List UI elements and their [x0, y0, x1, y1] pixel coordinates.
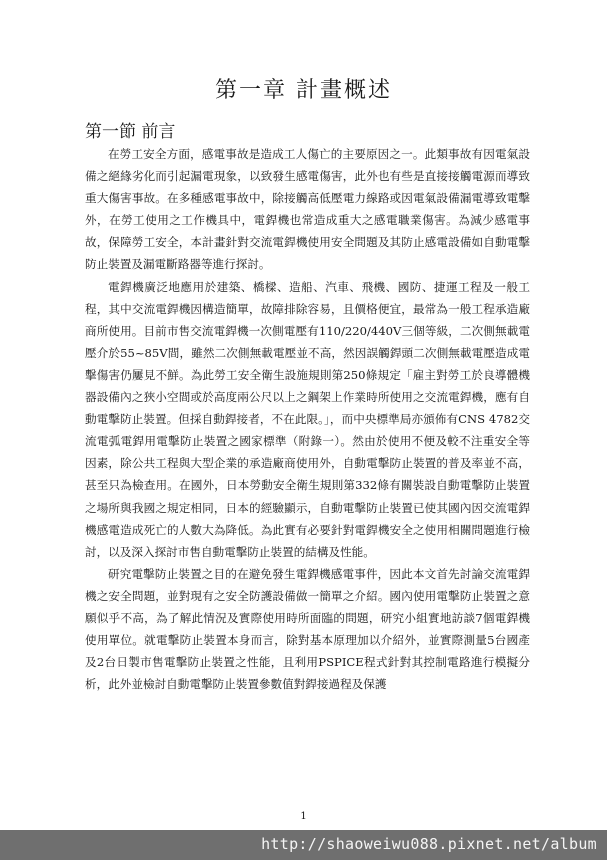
watermark-url: http://shaoweiwu088.pixnet.net/album	[261, 835, 597, 853]
watermark-bar	[0, 830, 607, 860]
chapter-title: 第一章 計畫概述	[215, 78, 392, 103]
paragraph-1: 在勞工安全方面，感電事故是造成工人傷亡的主要原因之一。此類事故有因電氣設備之絕緣劣化而引起漏電現象，以致發生感電傷害，此外也有些是直接接觸電源而導致重大傷害事故。在多種感電事故中，除接觸高低壓電力線路或因電氣設備漏電導致電擊外，在勞工使用之工作機具中，電銲機也常造成重大之感電職業傷害。為減少感電事故，保障勞工安全，本計畫針對交流電銲機使用安全問題及其防止感電設備如自動電擊防止裝置及漏電斷路器等進行探討。	[85, 147, 530, 272]
page-number: 1	[300, 811, 307, 822]
body-text	[85, 143, 530, 695]
paragraph-2: 電銲機廣泛地應用於建築、橋樑、造船、汽車、飛機、國防、捷運工程及一般工程，其中交流電銲機因構造簡單，故障排除容易，且價格便宜，最常為一般工程承造廠商所使用。目前市售交流電銲機一次側電壓有110/220/440V三個等級，二次側無載電壓介於55~85V間，雖然二次側無載電壓並不高，然因誤觸銲頭二次側無載電壓造成電擊傷害仍屢見不鮮。為此勞工安全衛生設施規則第250條規定「雇主對勞工於良導體機器設備內之狹小空間或於高度兩公尺以上之鋼架上作業時所使用之交流電銲機，應有自動電擊防止裝置。但採自動銲接者，不在此限。」，而中央標準局亦頒佈有CNS 4782交流電弧電銲用電擊防止裝置之國家標準（附錄一）。然由於使用不便及較不注重安全等因素，除公共工程與大型企業的承造廠商使用外，自動電擊防止裝置的普及率並不高，甚至只為檢查用。在國外，日本勞動安全衛生規則第332條有關裝設自動電擊防止裝置之場所與我國之規定相同，日本的經驗顯示，自動電擊防止裝置已使其國內因交流電銲機感電造成死亡的人數大為降低。為此實有必要針對電銲機安全之使用相關問題進行檢討，以及深入探討市售自動電擊防止裝置的結構及性能。	[85, 279, 530, 559]
paragraph-3: 研究電擊防止裝置之目的在避免發生電銲機感電事件，因此本文首先討論交流電銲機之安全問題，並對現有之安全防護設備做一簡單之介紹。國內使用電擊防止裝置之意願似乎不高，為了解此情況及實際使用時所面臨的問題，研究小組實地訪談7個電銲機使用單位。就電擊防止裝置本身而言，除對基本原理加以介紹外，並實際測量5台國產及2台日製市售電擊防止裝置之性能，且利用PSPICE程式針對其控制電路進行模擬分析，此外並檢討自動電擊防止裝置參數值對銲接過程及保護	[85, 566, 530, 692]
section-title: 第一節 前言	[85, 122, 176, 142]
